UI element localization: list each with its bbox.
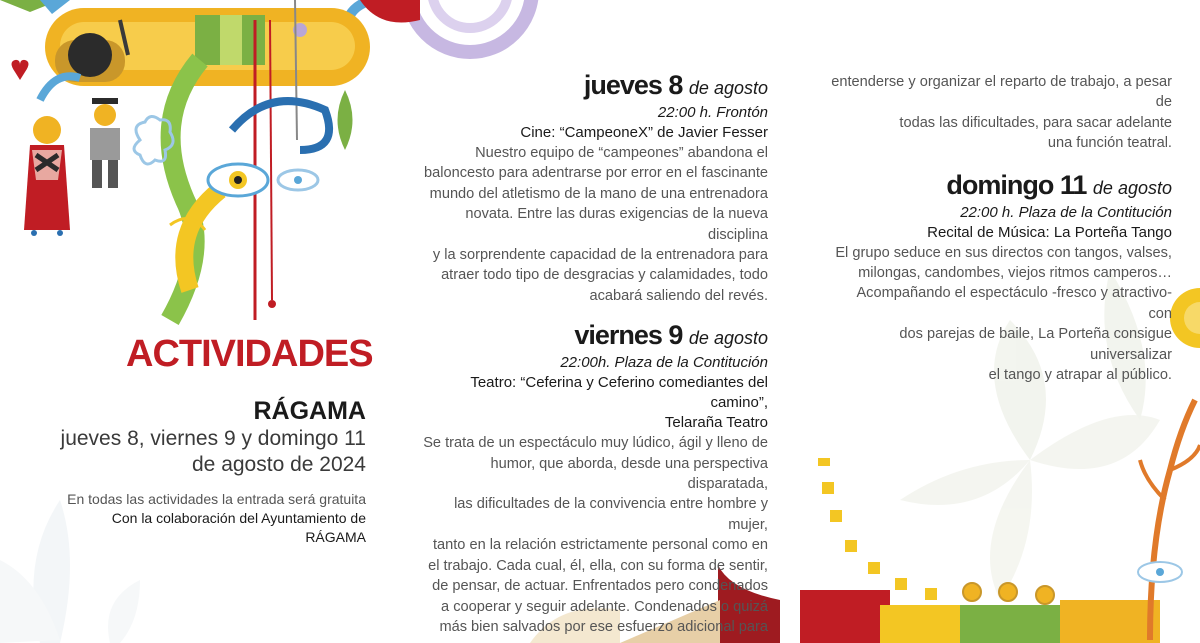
event-description: Nuestro equipo de “campeones” abandona el baloncesto para adentrarse por error en el fascinante mundo del atletismo de la mano de una entrenadora novata. Entre las duras exigencias de la nueva disciplina y la sorprendente capacidad de la entrenadora para atraer todo tipo de desgracias y calamidades, todo acabará saliendo del revés. (424, 145, 768, 304)
sun-rays-icon (0, 0, 70, 14)
blue-swirl (232, 101, 329, 150)
event-company: Telaraña Teatro (664, 414, 768, 432)
dates-line-1: jueves 8, viernes 9 y domingo 11 (60, 427, 366, 450)
dates-line-2: de agosto de 2024 (192, 453, 366, 476)
intro-column (40, 396, 366, 547)
events-column-middle (420, 70, 768, 637)
activities-heading: ACTIVIDADES (126, 333, 373, 375)
event-day: jueves 8 (583, 70, 683, 100)
event-viernes (420, 320, 768, 637)
red-shape (360, 0, 420, 23)
eye-icon (208, 164, 318, 196)
event-time: 22:00 h. Frontón (657, 104, 768, 121)
trumpet-icon (45, 8, 370, 86)
town-name: RÁGAMA (253, 397, 366, 425)
event-day: domingo 11 (946, 169, 1087, 200)
event-time: 22:00 h. Plaza de la Contitución (960, 203, 1172, 221)
lilac-rings (408, 0, 532, 52)
event-description-continued: entenderse y organizar el reparto de trabajo, a pesar de todas las dificultades, para sacar adelante una función teatral. (831, 74, 1172, 152)
events-column-right (830, 72, 1172, 385)
event-day: viernes 9 (574, 320, 683, 351)
event-jueves (420, 70, 768, 306)
event-month: de agosto (688, 78, 768, 98)
event-description: Se trata de un espectáculo muy lúdico, ágil y lleno de humor, que aborda, desde una perspectiva disparatada, las dificultades de la convivencia entre hombre y mujer, tanto en la relación estrictamente personal como en el trabajo. Cada cual, él, ella, con su forma de sentir, de pensar, de actuar. Enfrentados pero condenados a cooperar y seguir adelante. Condenados o quizá más bien salvados por ese esfuerzo adicional para (423, 435, 768, 635)
event-description: El grupo seduce en sus directos con tangos, valses, milongas, candombes, viejos ritmos camperos… Acompañando el espectáculo -fresco y atractivo- con dos parejas de baile, La Porteña consigue universalizar el tango y atrapar al público. (835, 244, 1172, 384)
event-title: Cine: “CampeoneX” de Javier Fesser (520, 124, 768, 141)
collaboration-line-1: Con la colaboración del Ayuntamiento de (111, 510, 366, 526)
woman-figure-icon (24, 116, 70, 236)
event-month: de agosto (1092, 177, 1172, 198)
leaf-icon (338, 90, 353, 150)
event-month: de agosto (688, 328, 768, 349)
event-title: Recital de Música: La Porteña Tango (927, 223, 1172, 241)
heart-icon (12, 60, 29, 80)
dotted-path (818, 458, 937, 600)
free-entry-note: En todas las actividades la entrada será gratuita (67, 491, 366, 507)
man-figure-icon (90, 98, 120, 188)
collaboration-line-2: RÁGAMA (305, 529, 366, 545)
yellow-flower-icon (1170, 288, 1200, 348)
event-title: Teatro: “Ceferina y Ceferino comediantes del camino”, (470, 374, 768, 412)
event-time: 22:00h. Plaza de la Contitución (560, 354, 768, 372)
event-domingo (830, 170, 1172, 386)
